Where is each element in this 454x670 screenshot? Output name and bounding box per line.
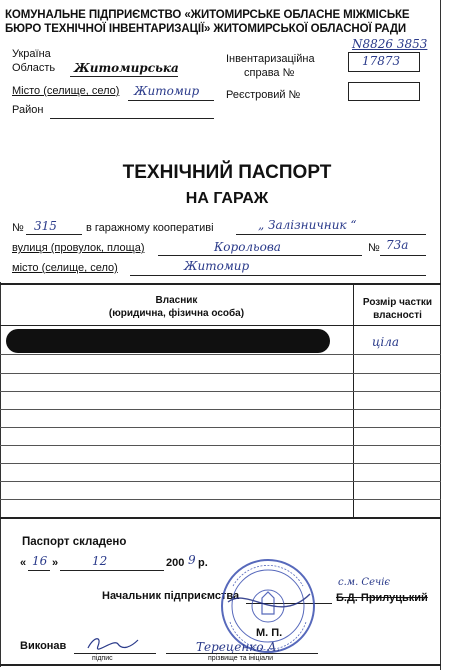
owner-table	[0, 283, 441, 519]
name-caption: прізвище та ініціали	[208, 655, 273, 662]
district-underline	[50, 118, 214, 119]
share-value: ціла	[372, 335, 400, 349]
date-year-suffix: р.	[198, 557, 208, 569]
city-value: Житомир	[134, 84, 200, 98]
table-row-line	[0, 391, 441, 392]
table-row-line	[0, 481, 441, 482]
table-header-border	[0, 325, 441, 326]
executor-label: Виконав	[20, 640, 67, 652]
street-label: вулиця (провулок, площа)	[12, 242, 145, 254]
table-row-line	[0, 373, 441, 374]
date-year-prefix: 200	[166, 557, 185, 569]
date-year-digit: 9	[188, 553, 196, 567]
table-row-line	[0, 354, 441, 355]
table-row-line	[0, 445, 441, 446]
owner-name-redacted	[6, 329, 330, 353]
signature-caption: підпис	[92, 655, 113, 662]
table-bottom-border	[0, 517, 441, 519]
date-month-underline	[60, 570, 164, 571]
seal-mark: М. П.	[256, 627, 283, 639]
executor-name: Тереценко А.	[196, 640, 281, 654]
share-col-header-1: Розмір частки	[362, 297, 433, 308]
date-open-quote: «	[20, 557, 27, 569]
city-label: Місто (селище, село)	[12, 85, 120, 97]
garage-city-value: Житомир	[184, 259, 250, 273]
city-underline	[128, 100, 214, 101]
org-line-2: БЮРО ТЕХНІЧНОЇ ІНВЕНТАРИЗАЦІЇ» ЖИТОМИРСЬКОЇ ОБЛАСНОЇ РАДИ	[5, 23, 407, 35]
registry-box	[348, 82, 420, 101]
bottom-border	[0, 664, 441, 666]
registry-label: Реєстровий №	[226, 89, 301, 101]
inventory-value: 17873	[362, 54, 401, 68]
executor-name-underline	[166, 653, 318, 654]
title-line-2: НА ГАРАЖ	[185, 190, 269, 207]
head-name: Б.Д. Прилуцький	[336, 592, 428, 604]
date-close-quote: »	[52, 557, 59, 569]
street-underline	[158, 255, 362, 256]
serial-number: N8826 3853	[352, 37, 428, 51]
table-row-line	[0, 409, 441, 410]
house-underline	[380, 255, 426, 256]
coop-underline	[236, 234, 426, 235]
table-row-line	[0, 499, 441, 500]
date-month: 12	[92, 554, 108, 568]
share-col-header-2: власності	[373, 310, 422, 321]
title-line-1: ТЕХНІЧНИЙ ПАСПОРТ	[122, 162, 332, 183]
inventory-label-1: Інвентаризаційна	[226, 53, 315, 65]
garage-city-label: місто (селище, село)	[12, 262, 118, 274]
house-value: 73а	[386, 238, 409, 252]
coop-value: „ Залізничник “	[258, 218, 357, 232]
region-underline	[70, 76, 178, 77]
table-row-line	[0, 427, 441, 428]
district-label: Район	[12, 104, 44, 116]
house-label: №	[368, 242, 380, 254]
org-line-1: КОМУНАЛЬНЕ ПІДПРИЄМСТВО «ЖИТОМИРСЬКЕ ОБЛАСНЕ МІЖМІСЬКЕ	[5, 9, 410, 21]
table-top-border	[0, 283, 441, 285]
inventory-label-2: справа №	[244, 67, 295, 79]
owner-col-header-1: Власник	[155, 295, 198, 306]
garage-no-label: №	[12, 222, 24, 234]
region-value: Житомирська	[74, 61, 179, 75]
country-label: Україна	[12, 48, 51, 60]
date-day: 16	[32, 554, 48, 568]
coop-label: в гаражному кооперативі	[86, 222, 214, 234]
garage-no-underline	[26, 234, 82, 235]
owner-col-header-2: (юридична, фізична особа)	[108, 308, 245, 319]
garage-no-value: 315	[34, 219, 57, 233]
region-label: Область	[12, 62, 56, 74]
table-row-line	[0, 463, 441, 464]
compiled-label: Паспорт складено	[22, 536, 127, 548]
garage-city-underline	[130, 275, 426, 276]
executor-signature	[84, 634, 144, 654]
date-day-underline	[28, 570, 50, 571]
street-value: Корольова	[214, 240, 281, 254]
head-sign: с.м. Сечіє	[338, 577, 391, 588]
head-label: Начальник підприємства	[102, 590, 240, 602]
